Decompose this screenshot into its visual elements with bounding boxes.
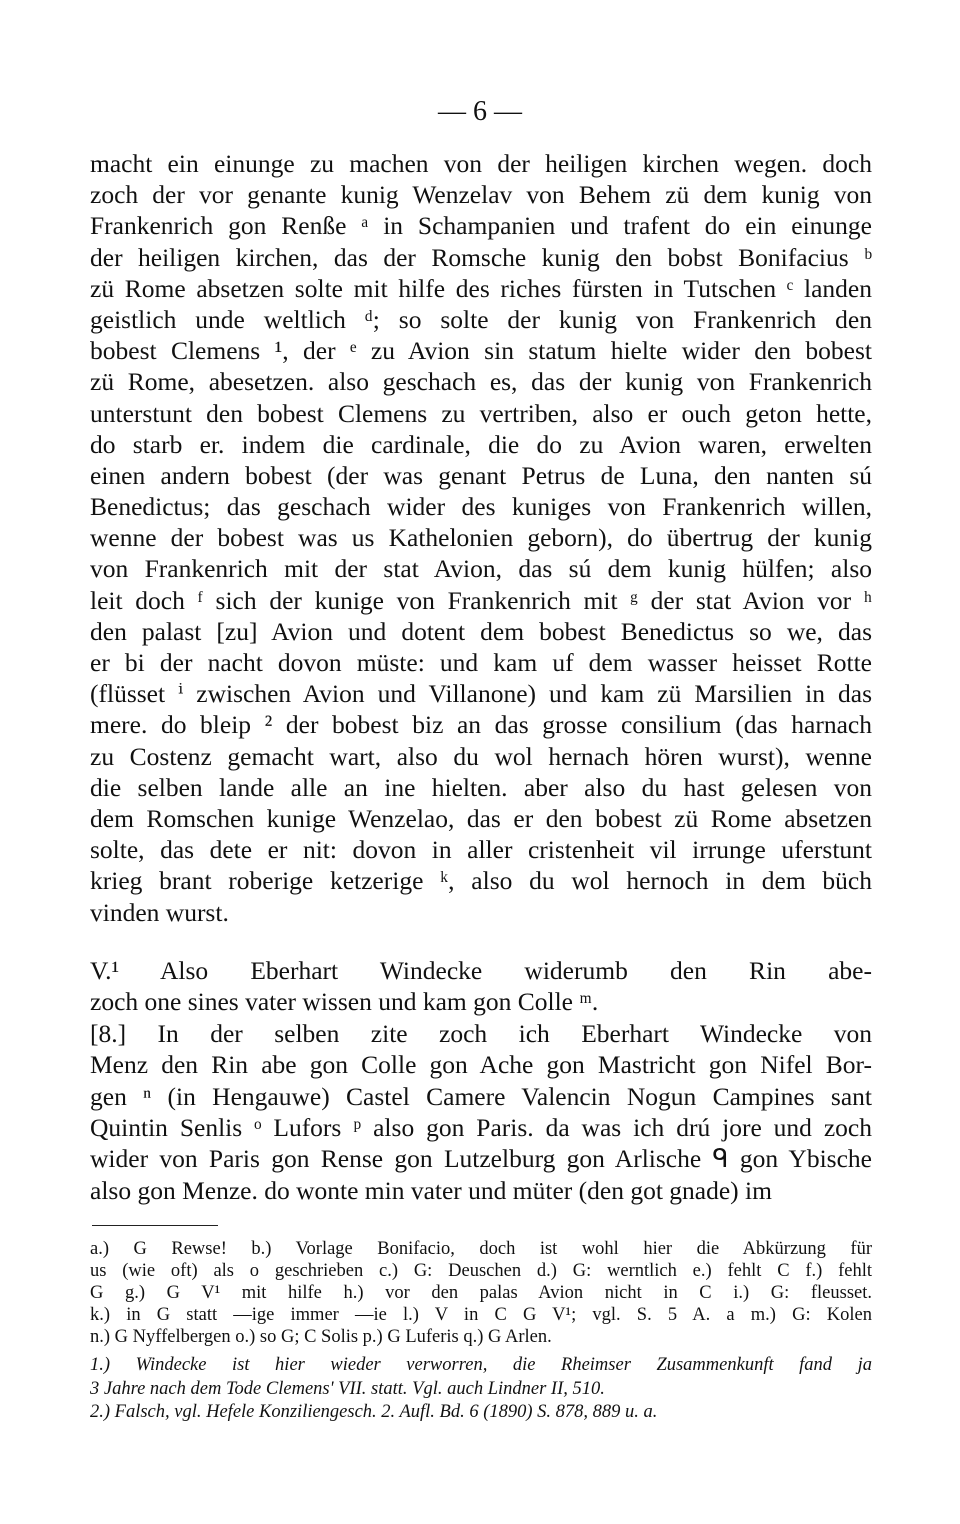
text-line: zu Costenz gemacht wart, also du wol hernach hören wurst), wenne (90, 741, 872, 771)
section-line: Quintin Senlis ᵒ Lufors ᵖ also gon Paris. da was ich drú jore und zoch (90, 1112, 872, 1142)
section-line: gen ⁿ (in Hengauwe) Castel Camere Valencin Nogun Campines sant (90, 1081, 872, 1111)
text-line: (flüsset ⁱ zwischen Avion und Villanone) und kam zü Marsilien in das (90, 679, 872, 709)
text-line: die selben lande alle an ine hielten. aber also du hast gelesen von (90, 772, 872, 802)
text-line: dem Romschen kunige Wenzelao, das er den bobest zü Rome absetzen (90, 803, 872, 833)
text-line: unterstunt den bobest Clemens zu vertriben, also er ouch geton hette, (90, 398, 872, 428)
historical-notes (90, 1354, 872, 1425)
critical-apparatus (90, 1238, 872, 1348)
section-line: wider von Paris gon Rense gon Lutzelburg gon Arlische ᑫ gon Ybische (90, 1144, 872, 1174)
text-line: bobest Clemens ¹, der ᵉ zu Avion sin statum hielte wider den bobest (90, 336, 872, 366)
section-line: V.¹ Also Eberhart Windecke widerumb den Rin abe- (90, 956, 872, 985)
footnote-line: k.) in G statt —ige immer —ie l.) V in C G V¹; vgl. S. 5 A. a m.) G: Kolen (90, 1305, 872, 1325)
text-line: den palast [zu] Avion und dotent dem bobest Benedictus so we, das (90, 616, 872, 646)
text-line: geistlich unde weltlich ᵈ; so solte der kunig von Frankenrich den (90, 304, 872, 334)
text-line: macht ein einunge zu machen von der heiligen kirchen wegen. doch (90, 149, 872, 178)
page-number: — 6 — (438, 96, 522, 127)
text-line: von Frankenrich mit der stat Avion, das sú dem kunig hülfen; also (90, 554, 872, 584)
section-line: also gon Menze. do wonte min vater und müter (den got gnade) im (90, 1175, 772, 1205)
text-line: do starb er. indem die cardinale, die do zu Avion waren, erwelten (90, 429, 872, 459)
text-line: vinden wurst. (90, 897, 229, 927)
text-line: leit doch ᶠ sich der kunige von Frankenrich mit ᵍ der stat Avion vor ʰ (90, 585, 872, 615)
section-line: [8.] In der selben zite zoch ich Eberhart Windecke von (90, 1018, 872, 1048)
footnote-line: G g.) G V¹ mit hilfe h.) vor den palas Avion nicht in C i.) G: fleusset. (90, 1283, 872, 1303)
text-line: er bi der nacht dovon müste: und kam uf dem wasser heisset Rotte (90, 648, 872, 677)
text-line: zü Rome, abesetzen. also geschach es, das der kunig von Frankenrich (90, 367, 872, 397)
text-line: einen andern bobest (der was genant Petrus de Luna, den nanten sú (90, 460, 872, 490)
text-line: zoch der vor genante kunig Wenzelav von Behem zü dem kunig von (90, 180, 872, 210)
main-text (90, 148, 872, 928)
note-line: 2.) Falsch, vgl. Hefele Konziliengesch. 2. Aufl. Bd. 6 (1890) S. 878, 889 u. a. (90, 1402, 658, 1422)
text-line: mere. do bleip ² der bobest biz an das grosse consilium (das harnach (90, 710, 872, 740)
footnote-divider (92, 1225, 218, 1226)
text-line: wenne der bobest was us Kathelonien geborn), do übertrug der kunig (90, 523, 872, 553)
text-line: Frankenrich gon Renße ᵃ in Schampanien und trafent do ein einunge (90, 211, 872, 241)
text-line: krieg brant roberige ketzerige ᵏ, also du wol hernoch in dem büch (90, 866, 872, 896)
text-line: der heiligen kirchen, das der Romsche kunig den bobst Bonifacius ᵇ (90, 242, 872, 272)
section-line: Menz den Rin abe gon Colle gon Ache gon Mastricht gon Nifel Bor- (90, 1050, 872, 1080)
footnote-line: a.) G Rewse! b.) Vorlage Bonifacio, doch ist wohl hier die Abkürzung für (90, 1239, 872, 1259)
note-line: 1.) Windecke ist hier wieder verworren, die Rheimser Zusammenkunft fand ja (90, 1355, 872, 1375)
text-line: zü Rome absetzen solte mit hilfe des riches fürsten in Tutschen ᶜ landen (90, 273, 872, 303)
note-line: 3 Jahre nach dem Tode Clemens' VII. statt. Vgl. auch Lindner II, 510. (90, 1378, 605, 1399)
text-line: Benedictus; das geschach wider des kuniges von Frankenrich willen, (90, 492, 872, 522)
section-line: zoch one sines vater wissen und kam gon Colle ᵐ. (90, 987, 599, 1017)
text-line: solte, das dete er nit: dovon in aller cristenheit vil irrunge uferstunt (90, 835, 872, 865)
footnote-line: n.) G Nyffelbergen o.) so G; C Solis p.) G Luferis q.) G Arlen. (90, 1327, 552, 1347)
section-text (90, 955, 872, 1206)
footnote-line: us (wie oft) als o geschrieben c.) G: Deuschen d.) G: werntlich e.) fehlt C f.) fehlt (90, 1261, 872, 1281)
